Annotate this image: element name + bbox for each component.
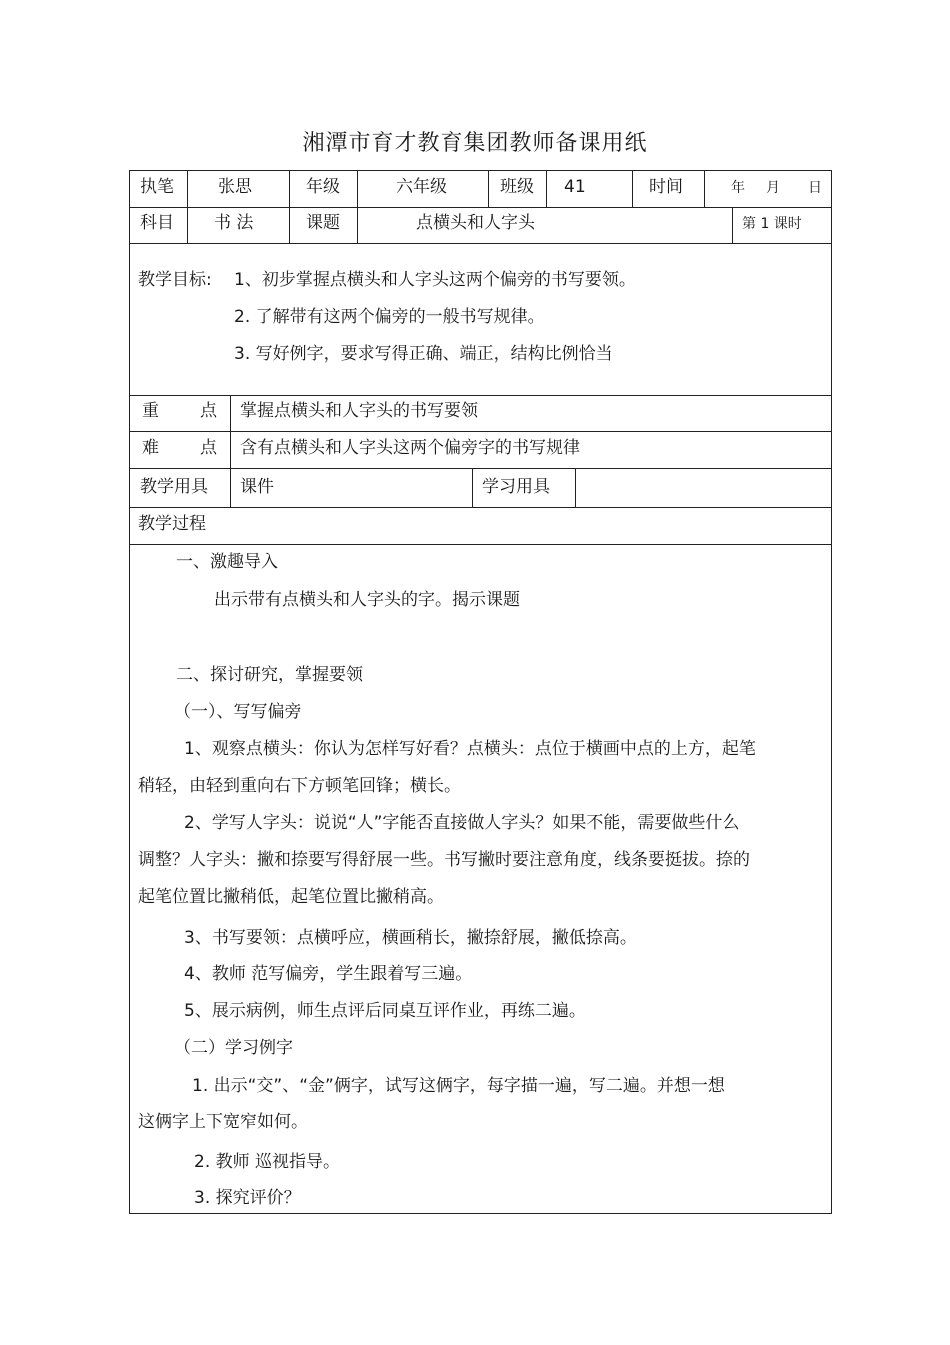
process-line: 1、观察点横头：你认为怎样写好看？点横头：点位于横画中点的上方，起笔 [184, 739, 756, 759]
class-label: 班级 [500, 177, 534, 197]
objective-item: 3. 写好例字，要求写得正确、端正，结构比例恰当 [234, 344, 613, 364]
difficulty-label-a: 难 [142, 438, 159, 458]
date-month: 月 [766, 180, 780, 196]
subject-label: 科目 [140, 213, 174, 233]
col-divider [357, 171, 358, 243]
process-line: 1. 出示“交”、“金”俩字，试写这俩字，每字描一遍，写二遍。并想一想 [192, 1076, 725, 1096]
row-divider [130, 468, 831, 469]
class-value: 41 [564, 177, 586, 197]
lesson-plan-form [129, 170, 832, 1214]
process-line: （一）、写写偏旁 [174, 702, 302, 722]
col-divider [289, 171, 290, 207]
page-title: 湘潭市育才教育集团教师备课用纸 [302, 131, 648, 156]
col-divider [187, 171, 188, 243]
process-line: 起笔位置比撇稍低，起笔位置比撇稍高。 [138, 887, 444, 907]
grade-label: 年级 [306, 177, 340, 197]
row-divider [130, 507, 831, 508]
row-divider [130, 243, 831, 244]
col-divider [472, 468, 473, 507]
date-year: 年 [731, 180, 745, 196]
difficulty-label-b: 点 [200, 438, 217, 458]
process-line: 3、书写要领：点横呼应，横画稍长，撇捺舒展，撇低捺高。 [184, 928, 637, 948]
process-line: 2、学写人字头：说说“人”字能否直接做人字头？如果不能，需要做些什么 [184, 813, 740, 833]
process-line: 4、教师 范写偏旁，学生跟着写三遍。 [184, 964, 473, 984]
process-line: 二、探讨研究，掌握要领 [176, 665, 363, 685]
teaching-tools-value: 课件 [240, 477, 274, 497]
author-value: 张思 [218, 177, 252, 197]
topic-value: 点横头和人字头 [416, 213, 535, 233]
subject-value: 书 法 [214, 213, 254, 233]
process-line: 稍轻，由轻到重向右下方顿笔回锋；横长。 [138, 776, 461, 796]
author-label: 执笔 [140, 177, 174, 197]
row-divider [130, 207, 831, 208]
col-divider [230, 395, 231, 507]
difficulty-text: 含有点横头和人字头这两个偏旁字的书写规律 [240, 438, 580, 458]
col-divider [732, 207, 733, 243]
key-point-label-b: 点 [200, 401, 217, 421]
process-line: 5、展示病例，师生点评后同桌互评作业，再练二遍。 [184, 1001, 586, 1021]
col-divider [704, 171, 705, 207]
col-divider [488, 171, 489, 207]
key-point-label-a: 重 [142, 401, 159, 421]
grade-value: 六年级 [396, 177, 447, 197]
process-line: 3. 探究评价？ [194, 1188, 301, 1208]
row-divider [130, 431, 831, 432]
learning-tools-label: 学习用具 [482, 477, 550, 497]
time-label: 时间 [649, 177, 683, 197]
row-divider [130, 395, 831, 396]
process-line: （二）学习例字 [174, 1038, 293, 1058]
process-label: 教学过程 [138, 514, 206, 534]
period-value: 第 1 课时 [742, 216, 802, 232]
teaching-tools-label: 教学用具 [140, 477, 208, 497]
topic-label: 课题 [306, 213, 340, 233]
objective-item: 1、初步掌握点横头和人字头这两个偏旁的书写要领。 [234, 270, 636, 290]
process-line: 这俩字上下宽窄如何。 [138, 1112, 308, 1132]
col-divider [632, 171, 633, 207]
row-divider [130, 544, 831, 545]
date-day: 日 [808, 180, 822, 196]
col-divider [546, 171, 547, 207]
process-line: 一、激趣导入 [176, 552, 278, 572]
key-point-text: 掌握点横头和人字头的书写要领 [240, 401, 478, 421]
process-line: 出示带有点横头和人字头的字。揭示课题 [214, 590, 520, 610]
objectives-label: 教学目标: [138, 270, 212, 290]
process-line: 2. 教师 巡视指导。 [194, 1152, 341, 1172]
process-line: 调整？人字头：撇和捺要写得舒展一些。书写撇时要注意角度，线条要挺拔。捺的 [138, 850, 750, 870]
objective-item: 2. 了解带有这两个偏旁的一般书写规律。 [234, 307, 545, 327]
col-divider [289, 207, 290, 243]
col-divider [575, 468, 576, 507]
